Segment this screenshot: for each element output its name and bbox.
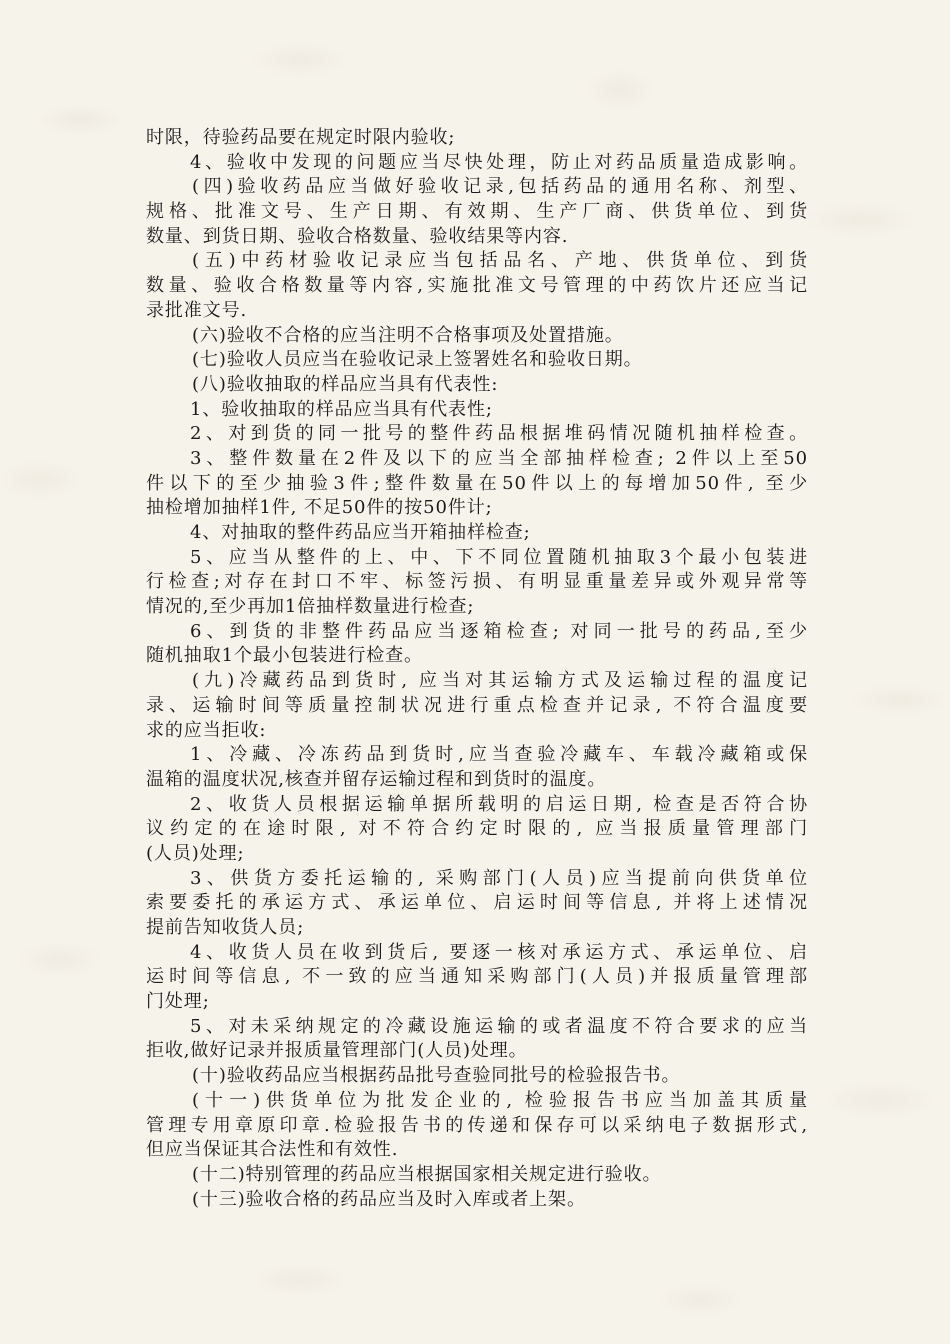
text-line: (九)冷藏药品到货时, 应当对其运输方式及运输过程的温度记 [192, 670, 808, 692]
text-line: 4、收货人员在收到货后, 要逐一核对承运方式、承运单位、启 [190, 941, 808, 963]
text-line: 温箱的温度状况,核查并留存运输过程和到货时的温度。 [146, 768, 607, 790]
text-line: 5、应当从整件的上、中、下不同位置随机抽取3个最小包装进 [190, 546, 808, 568]
document-body [146, 126, 808, 1212]
text-line: 规格、批准文号、生产日期、有效期、生产厂商、供货单位、到货 [146, 201, 808, 223]
text-line: 5、对未采纳规定的冷藏设施运输的或者温度不符合要求的应当 [190, 1015, 808, 1037]
text-line: 2、对到货的同一批号的整件药品根据堆码情况随机抽样检查。 [190, 423, 808, 445]
text-line: 时限，待验药品要在规定时限内验收; [146, 127, 456, 148]
text-line: 2、收货人员根据运输单据所载明的启运日期, 检查是否符合协 [190, 793, 808, 815]
text-line: 录批准文号. [146, 299, 248, 321]
text-line: 提前告知收货人员; [146, 917, 305, 938]
text-line: 录、运输时间等质量控制状况进行重点检查并记录, 不符合温度要 [146, 694, 808, 716]
text-line: 运时间等信息, 不一致的应当通知采购部门(人员)并报质量管理部 [146, 966, 808, 988]
text-line: 数量、验收合格数量等内容,实施批准文号管理的中药饮片还应当记 [146, 275, 808, 297]
text-line: (七)验收人员应当在验收记录上签署姓名和验收日期。 [192, 349, 643, 371]
text-line: 6、到货的非整件药品应当逐箱检查; 对同一批号的药品,至少 [190, 620, 808, 642]
text-line: (十一)供货单位为批发企业的, 检验报告书应当加盖其质量 [192, 1089, 808, 1111]
text-line: (五)中药材验收记录应当包括品名、产地、供货单位、到货 [192, 250, 808, 272]
text-line: 拒收,做好记录并报质量管理部门(人员)处理。 [146, 1040, 528, 1062]
text-line: 求的应当拒收: [146, 719, 267, 741]
text-line: 行检查;对存在封口不牢、标签污损、有明显重量差异或外观异常等 [146, 571, 808, 593]
text-line: 索要委托的承运方式、承运单位、启运时间等信息, 并将上述情况 [146, 892, 808, 914]
text-line: 1、验收抽取的样品应当具有代表性; [190, 398, 493, 420]
text-line: 情况的,至少再加1倍抽样数量进行检查; [146, 596, 475, 618]
text-line: 1、冷藏、冷冻药品到货时,应当查验冷藏车、车载冷藏箱或保 [190, 744, 808, 766]
text-line: (八)验收抽取的样品应当具有代表性: [192, 373, 499, 395]
text-line: 但应当保证其合法性和有效性. [146, 1139, 399, 1161]
text-line: 抽检增加抽样1件, 不足50件的按50件计; [146, 497, 493, 519]
text-line: 4、验收中发现的问题应当尽快处理，防止对药品质量造成影响。 [190, 151, 808, 173]
text-line: 3、整件数量在2件及以下的应当全部抽样检查; 2件以上至50 [190, 447, 808, 469]
text-line: 随机抽取1个最小包装进行检查。 [146, 645, 423, 667]
text-line: (十三)验收合格的药品应当及时入库或者上架。 [192, 1188, 586, 1210]
text-line: 门处理; [146, 991, 210, 1013]
text-line: (四)验收药品应当做好验收记录,包括药品的通用名称、剂型、 [192, 176, 808, 198]
text-line: 件以下的至少抽验3件;整件数量在50件以上的每增加50件, 至少 [146, 472, 808, 494]
text-line: 数量、到货日期、验收合格数量、验收结果等内容. [146, 225, 569, 247]
text-line: 4、对抽取的整件药品应当开箱抽样检查; [190, 522, 531, 543]
text-line: (人员)处理; [146, 842, 245, 864]
text-line: (十二)特别管理的药品应当根据国家相关规定进行验收。 [192, 1163, 662, 1185]
text-line: (六)验收不合格的应当注明不合格事项及处置措施。 [192, 324, 624, 346]
text-line: 议约定的在途时限, 对不符合约定时限的, 应当报质量管理部门 [146, 818, 808, 840]
text-line: (十)验收药品应当根据药品批号查验同批号的检验报告书。 [192, 1065, 681, 1087]
text-line: 3、供货方委托运输的, 采购部门(人员)应当提前向供货单位 [190, 867, 808, 889]
text-line: 管理专用章原印章.检验报告书的传递和保存可以采纳电子数据形式, [146, 1114, 808, 1136]
